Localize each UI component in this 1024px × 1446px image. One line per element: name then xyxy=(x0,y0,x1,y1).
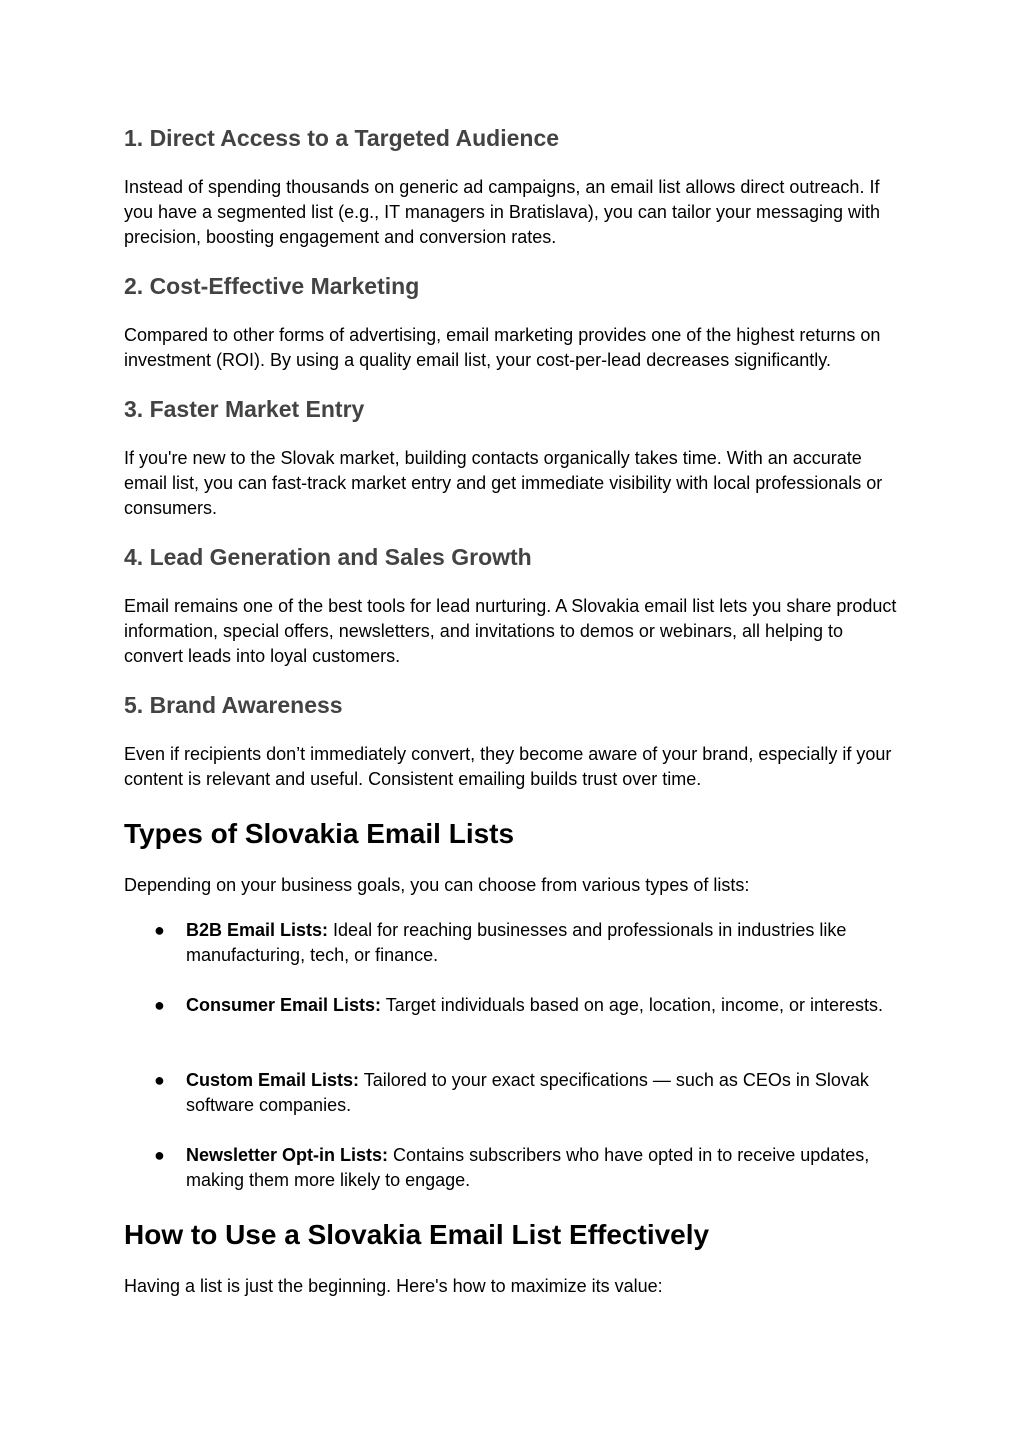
list-item-text xyxy=(186,1068,900,1118)
howto-heading: How to Use a Slovakia Email List Effectively xyxy=(124,1219,710,1250)
list-item-term: Newsletter Opt-in Lists: xyxy=(186,1145,389,1165)
types-intro: Depending on your business goals, you can choose from various types of lists: xyxy=(124,875,750,895)
bullet-icon: ● xyxy=(154,1145,165,1165)
bullet-icon: ● xyxy=(154,920,165,940)
list-item xyxy=(124,993,900,1018)
list-item-desc: Target individuals based on age, location, income, or interests. xyxy=(381,995,884,1015)
section-paragraph: Even if recipients don’t immediately convert, they become aware of your brand, especially if your content is relevant and useful. Consistent emailing builds trust over time. xyxy=(124,744,892,789)
list-item-term: Custom Email Lists: xyxy=(186,1070,360,1090)
bullet-icon: ● xyxy=(154,1070,165,1090)
list-item xyxy=(124,918,900,968)
section-paragraph: Instead of spending thousands on generic ad campaigns, an email list allows direct outreach. If you have a segmented list (e.g., IT managers in Bratislava), you can tailor your messaging with precision, boosting engagement and conversion rates. xyxy=(124,177,881,247)
section-paragraph: Compared to other forms of advertising, email marketing provides one of the highest returns on investment (ROI). By using a quality email list, your cost-per-lead decreases significantly. xyxy=(124,325,881,370)
howto-intro: Having a list is just the beginning. Here's how to maximize its value: xyxy=(124,1276,663,1296)
section-paragraph: If you're new to the Slovak market, building contacts organically takes time. With an accurate email list, you can fast-track market entry and get immediate visibility with local professionals or consumers. xyxy=(124,448,883,518)
list-item-term: Consumer Email Lists: xyxy=(186,995,382,1015)
section-heading: 4. Lead Generation and Sales Growth xyxy=(124,544,532,570)
section-heading: 1. Direct Access to a Targeted Audience xyxy=(124,125,560,151)
list-item-desc: Ideal for reaching businesses and professionals in industries like manufacturing, tech, or finance. xyxy=(186,920,847,965)
list-item xyxy=(124,1068,900,1118)
bullet-icon: ● xyxy=(154,995,165,1015)
list-item-text xyxy=(186,993,900,1018)
list-item-desc: Contains subscribers who have opted in to receive updates, making them more likely to engage. xyxy=(186,1145,870,1190)
section-heading: 3. Faster Market Entry xyxy=(124,396,365,422)
section-heading: 5. Brand Awareness xyxy=(124,692,343,718)
types-heading: Types of Slovakia Email Lists xyxy=(124,818,515,849)
list-item-term: B2B Email Lists: xyxy=(186,920,329,940)
list-item xyxy=(124,1143,900,1193)
section-heading: 2. Cost-Effective Marketing xyxy=(124,273,420,299)
list-item-text xyxy=(186,918,900,968)
section-paragraph: Email remains one of the best tools for lead nurturing. A Slovakia email list lets you share product information, special offers, newsletters, and invitations to demos or webinars, all helping to convert leads into loyal customers. xyxy=(124,596,897,666)
list-item-text xyxy=(186,1143,900,1193)
list-item-desc: Tailored to your exact specifications — such as CEOs in Slovak software companies. xyxy=(186,1070,869,1115)
